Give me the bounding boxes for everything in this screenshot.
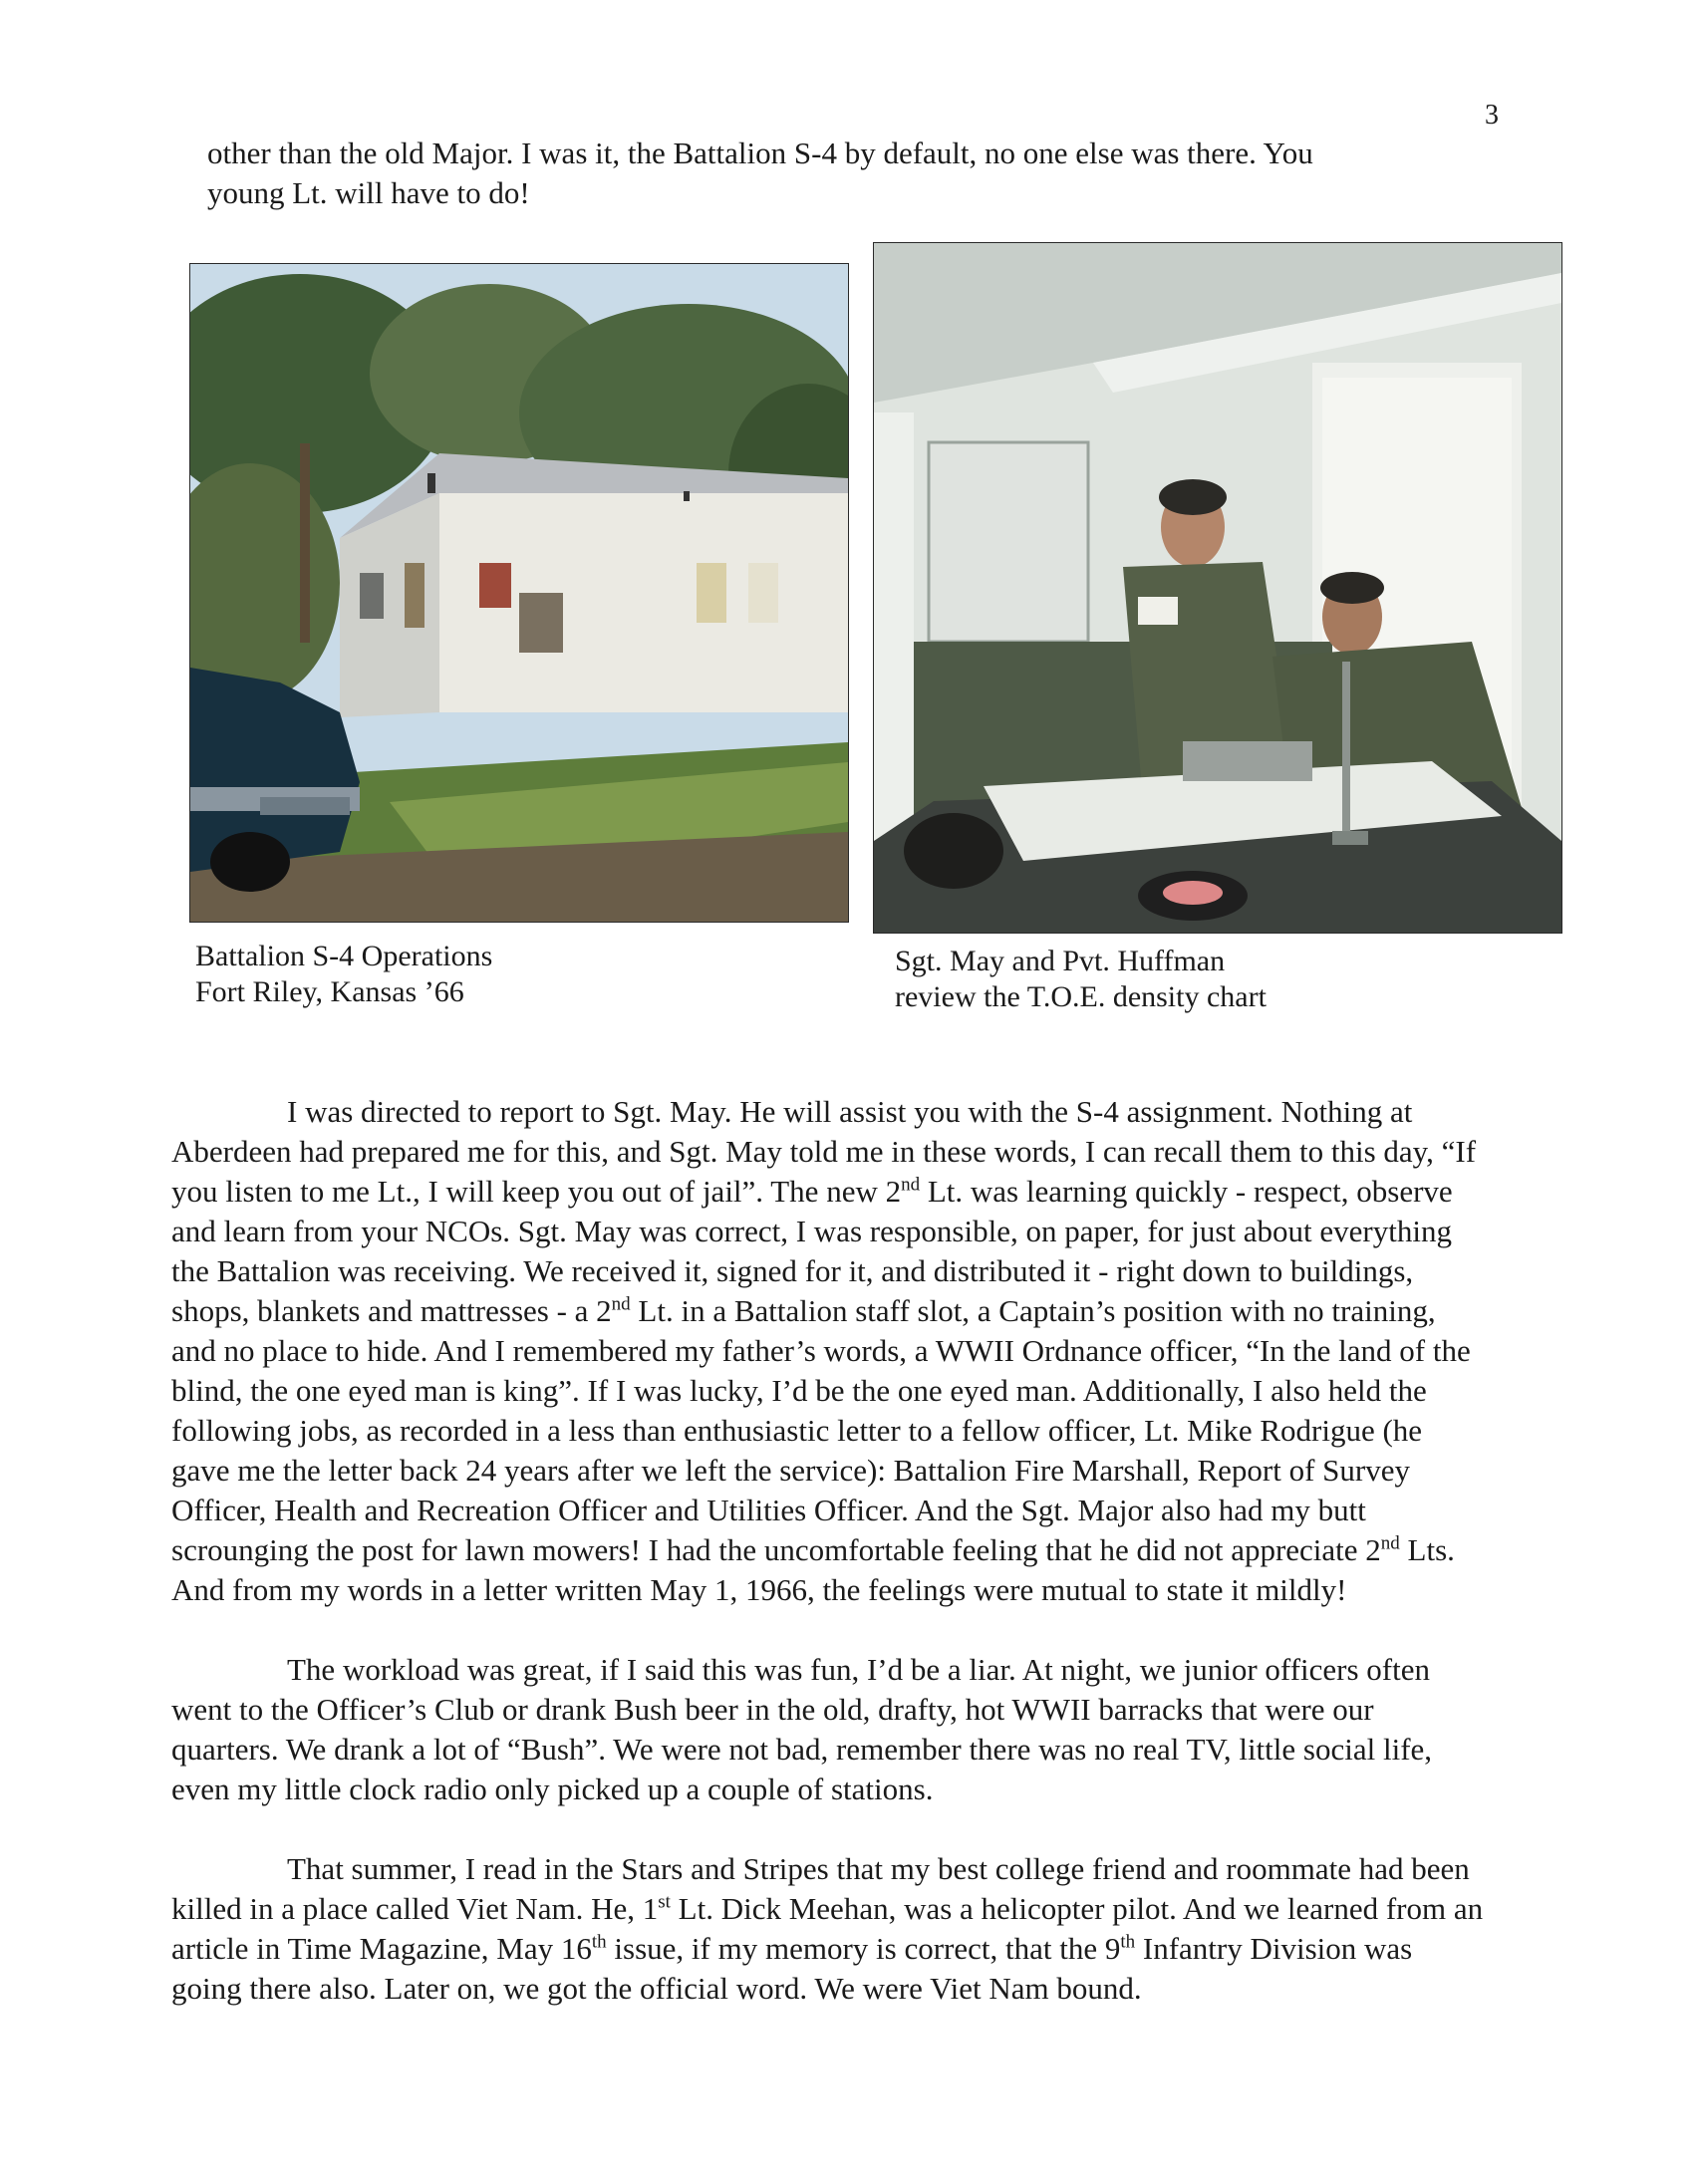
superscript: nd [1380,1532,1400,1554]
page-number: 3 [1485,100,1499,131]
photo-battalion-building [189,263,849,923]
text-run: Lt. was learning quickly - respect, observe and learn from your NCOs. Sgt. May was correct, I was responsible, on paper, for just about everything the Battalion was receiving. We received it, signed for it, and distributed it - right down to buildings, shops, blankets and mattresses - a 2 [171,1174,1453,1328]
paragraph-2 [171,1650,1487,1809]
text-run: The workload was great, if I said this was fun, I’d be a liar. At night, we junior officers often went to the Officer’s Club or drank Bush beer in the old, drafty, hot WWII barracks that were our quarters. We drank a lot of “Bush”. We were not bad, remember there was no real TV, little social life, even my little clock radio only picked up a couple of stations. [171,1652,1433,1806]
photo-caption-right [895,944,1267,1015]
superscript: th [1120,1931,1136,1953]
caption-line: Battalion S-4 Operations [195,940,493,972]
superscript: st [658,1891,671,1913]
photo-caption-left [195,939,492,1010]
text-run: Lt. Dick Meehan, was a helicopter pilot. And we learned from an article in Time Magazine, May 16 [171,1891,1484,1966]
paragraph-3 [171,1849,1487,2009]
intro-text [207,134,1503,213]
text-run: issue, if my memory is correct, that the 9 [606,1931,1121,1966]
intro-line: young Lt. will have to do! [207,175,530,210]
paragraph-1 [171,1092,1487,1610]
superscript: th [591,1931,607,1953]
text-run: I was directed to report to Sgt. May. He will assist you with the S-4 assignment. Nothing at Aberdeen had prepared me for this, and Sgt. May told me in these words, I can recall them to this day, “If you listen to me Lt., I will keep you out of jail”. The new 2 [171,1094,1477,1209]
text-run: Lt. in a Battalion staff slot, a Captain’s position with no training, and no place to hide. And I remembered my father’s words, a WWII Ordnance officer, “In the land of the blind, the one eyed man is king”. If I was lucky, I’d be the one eyed man. Additionally, I also held the following jobs, as recorded in a less than enthusiastic letter to a fellow officer, Lt. Mike Rodrigue (he gave me the letter back 24 years after we left the service): Battalion Fire Marshall, Report of Survey Officer, Health and Recreation Officer and Utilities Officer. And the Sgt. Major also had my butt scrounging the post for lawn mowers! I had the uncomfortable feeling that he did not appreciate 2 [171,1293,1471,1567]
photo-sgt-may-pvt-huffman [873,242,1562,934]
caption-line: review the T.O.E. density chart [895,980,1267,1013]
superscript: nd [901,1174,921,1196]
text-run: Infantry Division was going there also. Later on, we got the official word. We were Viet Nam bound. [171,1931,1413,2006]
superscript: nd [611,1293,631,1315]
text-run: That summer, I read in the Stars and Stripes that my best college friend and roommate had been killed in a place called Viet Nam. He, 1 [171,1851,1470,1926]
caption-line: Fort Riley, Kansas ’66 [195,975,464,1008]
text-run: Lts. And from my words in a letter written May 1, 1966, the feelings were mutual to state it mildly! [171,1532,1455,1607]
intro-line: other than the old Major. I was it, the Battalion S-4 by default, no one else was there. You [207,136,1313,170]
body-text [171,1092,1487,2048]
caption-line: Sgt. May and Pvt. Huffman [895,945,1226,977]
